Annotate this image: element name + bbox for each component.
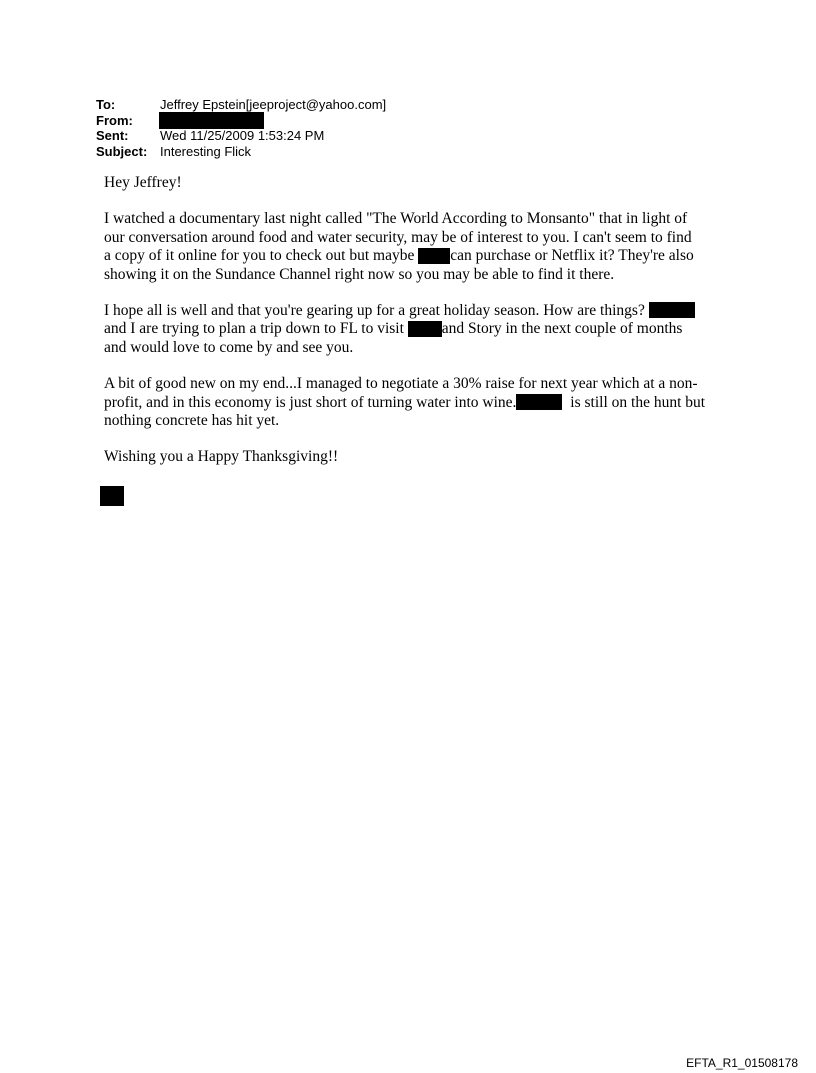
paragraph-3-line-2-end: is still on the hunt but xyxy=(570,393,706,411)
paragraph-3-line-3: nothing concrete has hit yet. xyxy=(104,412,280,430)
paragraph-3-line-1: A bit of good new on my end...I managed to negotiate a 30% raise for next year which at a non- xyxy=(104,375,698,393)
paragraph-3-line-2 xyxy=(104,394,724,412)
paragraph-2-line-2 xyxy=(104,320,724,338)
subject-value: Interesting Flick xyxy=(160,144,252,159)
paragraph-3 xyxy=(104,375,724,430)
to-label: To: xyxy=(96,97,116,112)
greeting xyxy=(104,174,724,192)
name-redaction-2 xyxy=(649,302,695,318)
paragraph-1-line-3-start: a copy of it online for you to check out but maybe xyxy=(104,247,415,265)
paragraph-1-line-3-end: can purchase or Netflix it? They're also xyxy=(450,247,694,265)
paragraph-2-line-2-start: and I are trying to plan a trip down to FL to visit xyxy=(104,320,404,338)
paragraph-2 xyxy=(104,302,724,357)
paragraph-1-line-3 xyxy=(104,247,724,265)
name-redaction-3 xyxy=(408,321,442,337)
sent-value: Wed 11/25/2009 1:53:24 PM xyxy=(160,128,325,143)
name-redaction-4 xyxy=(516,394,562,410)
subject-label: Subject: xyxy=(96,144,148,159)
closing-text: Wishing you a Happy Thanksgiving!! xyxy=(104,448,339,466)
sent-label: Sent: xyxy=(96,128,129,143)
to-value: Jeffrey Epstein[jeeproject@yahoo.com] xyxy=(160,97,387,112)
paragraph-1 xyxy=(104,210,724,284)
closing xyxy=(104,448,724,466)
paragraph-1-line-1: I watched a documentary last night called "The World According to Monsanto" that in light of xyxy=(104,210,688,228)
paragraph-2-line-3: and would love to come by and see you. xyxy=(104,338,354,356)
name-redaction-1 xyxy=(418,248,450,264)
greeting-text: Hey Jeffrey! xyxy=(104,174,182,191)
paragraph-2-line-1-text: I hope all is well and that you're gearing up for a great holiday season. How are things? xyxy=(104,302,645,320)
from-label: From: xyxy=(96,113,133,128)
paragraph-3-line-2-start: profit, and in this economy is just short of turning water into wine. xyxy=(104,393,517,411)
paragraph-1-line-2: our conversation around food and water security, may be of interest to you. I can't seem to find xyxy=(104,228,692,246)
signature-redaction xyxy=(100,486,124,506)
paragraph-1-line-4: showing it on the Sundance Channel right now so you may be able to find it there. xyxy=(104,265,615,283)
paragraph-2-line-1 xyxy=(104,302,724,320)
paragraph-2-line-2-end: and Story in the next couple of months xyxy=(441,320,683,338)
document-id: EFTA_R1_01508178 xyxy=(686,1056,798,1070)
email-body xyxy=(104,174,724,485)
